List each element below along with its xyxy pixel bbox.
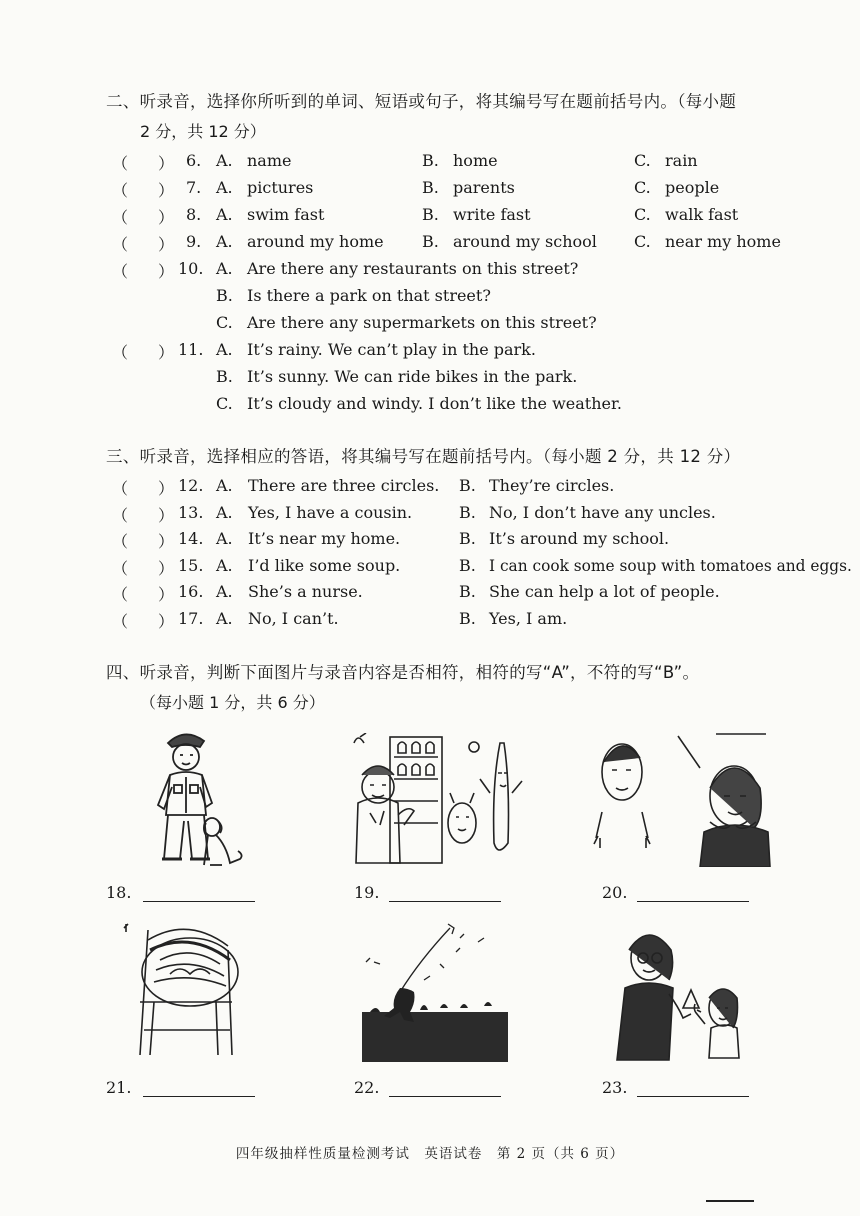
option-b-text: around my school xyxy=(453,232,597,251)
option-b-text: She can help a lot of people. xyxy=(489,582,720,602)
question-row xyxy=(0,529,860,556)
option-b-text: They’re circles. xyxy=(489,476,615,495)
two-people-picture xyxy=(592,732,777,867)
option-b-letter: B. xyxy=(459,529,476,549)
bottom-rule xyxy=(706,1200,754,1202)
answer-line-18[interactable] xyxy=(143,900,255,902)
section-2-subtitle: 2 分，共 12 分） xyxy=(140,122,266,141)
option-b-letter: B. xyxy=(422,232,439,251)
section-3-title: 三、听录音，选择相应的答语，将其编号写在题前括号内。（每小题 2 分，共 12 分） xyxy=(106,447,741,466)
answer-paren-open[interactable]: （ xyxy=(112,235,129,254)
question-number: 12. xyxy=(178,476,204,495)
question-row xyxy=(0,232,860,259)
answer-paren-open[interactable]: （ xyxy=(112,343,129,362)
option-a-text: name xyxy=(247,151,292,170)
question-11-option-b xyxy=(0,367,860,394)
section-2-title: 二、听录音，选择你所听到的单词、短语或句子，将其编号写在题前括号内。（每小题 xyxy=(106,92,737,111)
option-a-letter: A. xyxy=(216,609,233,628)
option-a-letter: A. xyxy=(216,340,233,359)
option-a-text: No, I can’t. xyxy=(248,609,339,628)
woman-giving-ice-cream-picture xyxy=(605,928,755,1063)
option-b-text: Yes, I am. xyxy=(489,609,568,628)
question-row xyxy=(0,151,860,178)
option-c-letter: C. xyxy=(634,232,651,251)
option-a-letter: A. xyxy=(216,502,233,522)
answer-paren-close: ） xyxy=(158,181,175,200)
answer-paren-open[interactable]: （ xyxy=(112,532,129,552)
option-c-letter: C. xyxy=(216,394,233,413)
question-row xyxy=(0,556,860,583)
answer-paren-close: ） xyxy=(158,479,175,498)
option-a-text: It’s rainy. We can’t play in the park. xyxy=(247,340,536,359)
answer-paren-close: ） xyxy=(158,208,175,227)
question-row xyxy=(0,582,860,609)
option-b-text: parents xyxy=(453,178,515,197)
option-a-letter: A. xyxy=(216,529,233,549)
option-b-letter: B. xyxy=(422,205,439,224)
option-c-letter: C. xyxy=(634,205,651,224)
option-a-letter: A. xyxy=(216,151,233,170)
question-10-option-b xyxy=(0,286,860,313)
answer-paren-close: ） xyxy=(158,612,175,631)
option-a-text: Are there any restaurants on this street? xyxy=(247,259,579,278)
option-a-text: around my home xyxy=(247,232,384,251)
answer-paren-open[interactable]: （ xyxy=(112,262,129,281)
answer-line-20[interactable] xyxy=(637,900,749,902)
option-b-text: No, I don’t have any uncles. xyxy=(489,502,716,522)
option-b-text: It’s sunny. We can ride bikes in the park. xyxy=(247,367,578,386)
question-number: 16. xyxy=(178,582,204,602)
basket-on-chair-picture xyxy=(120,920,245,1060)
question-number: 17. xyxy=(178,609,204,628)
option-a-letter: A. xyxy=(216,476,233,495)
answer-paren-open[interactable]: （ xyxy=(112,479,129,498)
question-11 xyxy=(0,340,860,367)
question-number: 9. xyxy=(186,232,202,251)
option-c-text: near my home xyxy=(665,232,781,251)
picture-label-21: 21. xyxy=(106,1078,132,1097)
option-c-letter: C. xyxy=(216,313,233,332)
picture-label-18: 18. xyxy=(106,883,132,902)
answer-paren-close: ） xyxy=(158,505,175,525)
question-10 xyxy=(0,259,860,286)
answer-paren-open[interactable]: （ xyxy=(112,612,129,631)
option-a-letter: A. xyxy=(216,178,233,197)
answer-paren-open[interactable]: （ xyxy=(112,585,129,605)
question-number: 6. xyxy=(186,151,202,170)
option-c-letter: C. xyxy=(634,151,651,170)
option-b-letter: B. xyxy=(216,367,233,386)
question-row xyxy=(0,476,860,503)
question-number: 8. xyxy=(186,205,202,224)
picture-label-20: 20. xyxy=(602,883,628,902)
option-a-letter: A. xyxy=(216,259,233,278)
option-b-text: I can cook some soup with tomatoes and eggs. xyxy=(489,555,852,575)
answer-paren-close: ） xyxy=(158,262,175,281)
question-row xyxy=(0,178,860,205)
option-a-text: She’s a nurse. xyxy=(248,582,363,602)
question-number: 14. xyxy=(178,529,204,549)
question-11-option-c xyxy=(0,394,860,421)
option-b-letter: B. xyxy=(459,502,476,522)
option-b-letter: B. xyxy=(459,555,476,575)
question-10-option-c xyxy=(0,313,860,340)
picture-label-22: 22. xyxy=(354,1078,380,1097)
kite-flying-picture xyxy=(360,920,510,1065)
option-c-text: people xyxy=(665,178,720,197)
option-b-letter: B. xyxy=(422,178,439,197)
option-b-text: home xyxy=(453,151,498,170)
answer-paren-close: ） xyxy=(158,532,175,552)
answer-paren-close: ） xyxy=(158,235,175,254)
option-b-text: Is there a park on that street? xyxy=(247,286,491,305)
option-a-text: It’s near my home. xyxy=(248,529,401,549)
option-a-text: swim fast xyxy=(247,205,325,224)
question-row xyxy=(0,609,860,636)
option-b-letter: B. xyxy=(216,286,233,305)
answer-paren-close: ） xyxy=(158,558,175,578)
question-number: 7. xyxy=(186,178,202,197)
option-a-text: I’d like some soup. xyxy=(248,555,401,575)
answer-line-22[interactable] xyxy=(389,1095,501,1097)
answer-paren-open[interactable]: （ xyxy=(112,505,129,525)
answer-line-19[interactable] xyxy=(389,900,501,902)
option-a-letter: A. xyxy=(216,205,233,224)
option-a-text: Yes, I have a cousin. xyxy=(248,502,413,522)
picture-label-19: 19. xyxy=(354,883,380,902)
police-officer-with-dog-picture xyxy=(150,725,245,870)
answer-paren-open[interactable]: （ xyxy=(112,181,129,200)
question-row xyxy=(0,503,860,530)
answer-paren-close: ） xyxy=(158,343,175,362)
section-4-subtitle: （每小题 1 分，共 6 分） xyxy=(140,693,325,712)
option-b-text: write fast xyxy=(453,205,531,224)
question-row xyxy=(0,205,860,232)
answer-line-21[interactable] xyxy=(143,1095,255,1097)
question-number: 10. xyxy=(178,259,204,278)
option-c-text: walk fast xyxy=(665,205,739,224)
page-footer: 四年级抽样性质量检测考试 英语试卷 第 2 页（共 6 页） xyxy=(235,1146,625,1162)
question-number: 15. xyxy=(178,555,204,575)
option-b-letter: B. xyxy=(422,151,439,170)
option-c-text: Are there any supermarkets on this street? xyxy=(247,313,597,332)
option-b-letter: B. xyxy=(459,609,476,628)
fridge-vegetables-picture xyxy=(350,733,530,868)
option-c-text: It’s cloudy and windy. I don’t like the weather. xyxy=(247,394,622,413)
question-number: 11. xyxy=(178,340,204,359)
answer-line-23[interactable] xyxy=(637,1095,749,1097)
option-a-letter: A. xyxy=(216,232,233,251)
option-b-letter: B. xyxy=(459,476,476,495)
answer-paren-close: ） xyxy=(158,585,175,605)
option-a-letter: A. xyxy=(216,555,233,575)
option-a-text: pictures xyxy=(247,178,314,197)
option-c-text: rain xyxy=(665,151,698,170)
option-a-text: There are three circles. xyxy=(248,476,440,495)
option-b-text: It’s around my school. xyxy=(489,529,670,549)
option-b-letter: B. xyxy=(459,582,476,602)
answer-paren-open[interactable]: （ xyxy=(112,558,129,578)
option-a-letter: A. xyxy=(216,582,233,602)
option-c-letter: C. xyxy=(634,178,651,197)
section-4-title: 四、听录音，判断下面图片与录音内容是否相符，相符的写“A”，不符的写“B”。 xyxy=(106,663,700,682)
answer-paren-close: ） xyxy=(158,154,175,173)
answer-paren-open[interactable]: （ xyxy=(112,208,129,227)
picture-label-23: 23. xyxy=(602,1078,628,1097)
answer-paren-open[interactable]: （ xyxy=(112,154,129,173)
question-number: 13. xyxy=(178,502,204,522)
